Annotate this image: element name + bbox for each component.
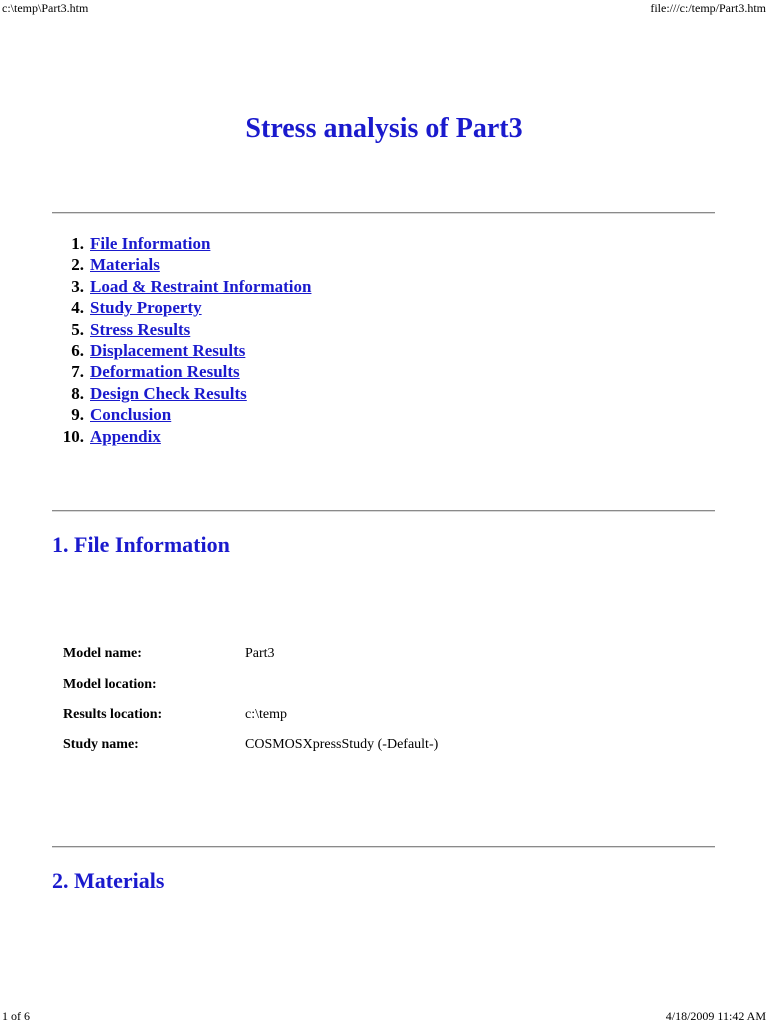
info-label: Model name: — [63, 646, 142, 661]
toc-link-load-restraint[interactable]: Load & Restraint Information — [90, 276, 312, 296]
print-footer-page-count: 1 of 6 — [2, 1009, 30, 1023]
info-value: c:\temp — [245, 707, 287, 722]
toc-number: 7. — [71, 362, 84, 382]
toc-number: 4. — [71, 298, 84, 318]
print-footer-timestamp: 4/18/2009 11:42 AM — [665, 1009, 766, 1023]
info-row-model-location — [63, 677, 245, 693]
toc-link-deformation-results[interactable]: Deformation Results — [90, 362, 240, 382]
toc-item-materials — [52, 254, 311, 275]
toc-number: 9. — [71, 405, 84, 425]
toc-item-study-property — [52, 297, 311, 318]
toc-link-displacement-results[interactable]: Displacement Results — [90, 340, 246, 360]
section-heading-materials: 2. Materials — [52, 868, 165, 893]
toc-item-stress-results — [52, 319, 311, 340]
info-label: Results location: — [63, 707, 163, 722]
horizontal-rule — [52, 510, 715, 512]
info-label: Study name: — [63, 737, 139, 752]
info-row-study-name — [63, 737, 438, 753]
horizontal-rule — [52, 846, 715, 848]
toc-link-stress-results[interactable]: Stress Results — [90, 319, 191, 339]
toc-number: 10. — [62, 426, 84, 446]
toc-item-deformation-results — [52, 361, 311, 382]
toc-link-study-property[interactable]: Study Property — [90, 298, 202, 318]
toc-link-materials[interactable]: Materials — [90, 255, 160, 275]
info-value: Part3 — [245, 646, 275, 661]
toc-item-design-check-results — [52, 383, 311, 404]
toc-number: 6. — [71, 340, 84, 360]
toc-item-conclusion — [52, 404, 311, 425]
toc-number: 5. — [71, 319, 84, 339]
toc-item-load-restraint — [52, 276, 311, 297]
toc-number: 1. — [71, 234, 84, 253]
toc-link-design-check-results[interactable]: Design Check Results — [90, 383, 247, 403]
horizontal-rule — [52, 212, 715, 214]
toc-link-conclusion[interactable]: Conclusion — [90, 405, 172, 425]
toc-item-appendix — [52, 426, 311, 447]
print-header-url: file:///c:/temp/Part3.htm — [650, 1, 766, 15]
info-value: COSMOSXpressStudy (-Default-) — [245, 737, 439, 752]
info-row-results-location — [63, 707, 287, 723]
table-of-contents — [52, 233, 311, 447]
section-heading-file-information: 1. File Information — [52, 532, 230, 557]
info-label: Model location: — [63, 677, 157, 692]
toc-link-file-information[interactable]: File Information — [90, 234, 211, 253]
toc-number: 3. — [71, 276, 84, 296]
page-title: Stress analysis of Part3 — [245, 113, 523, 144]
toc-number: 8. — [71, 383, 84, 403]
toc-number: 2. — [71, 255, 84, 275]
toc-item-file-information — [52, 233, 311, 254]
info-row-model-name — [63, 646, 275, 662]
toc-item-displacement-results — [52, 340, 311, 361]
print-header-path: c:\temp\Part3.htm — [2, 1, 89, 15]
toc-link-appendix[interactable]: Appendix — [90, 426, 161, 446]
